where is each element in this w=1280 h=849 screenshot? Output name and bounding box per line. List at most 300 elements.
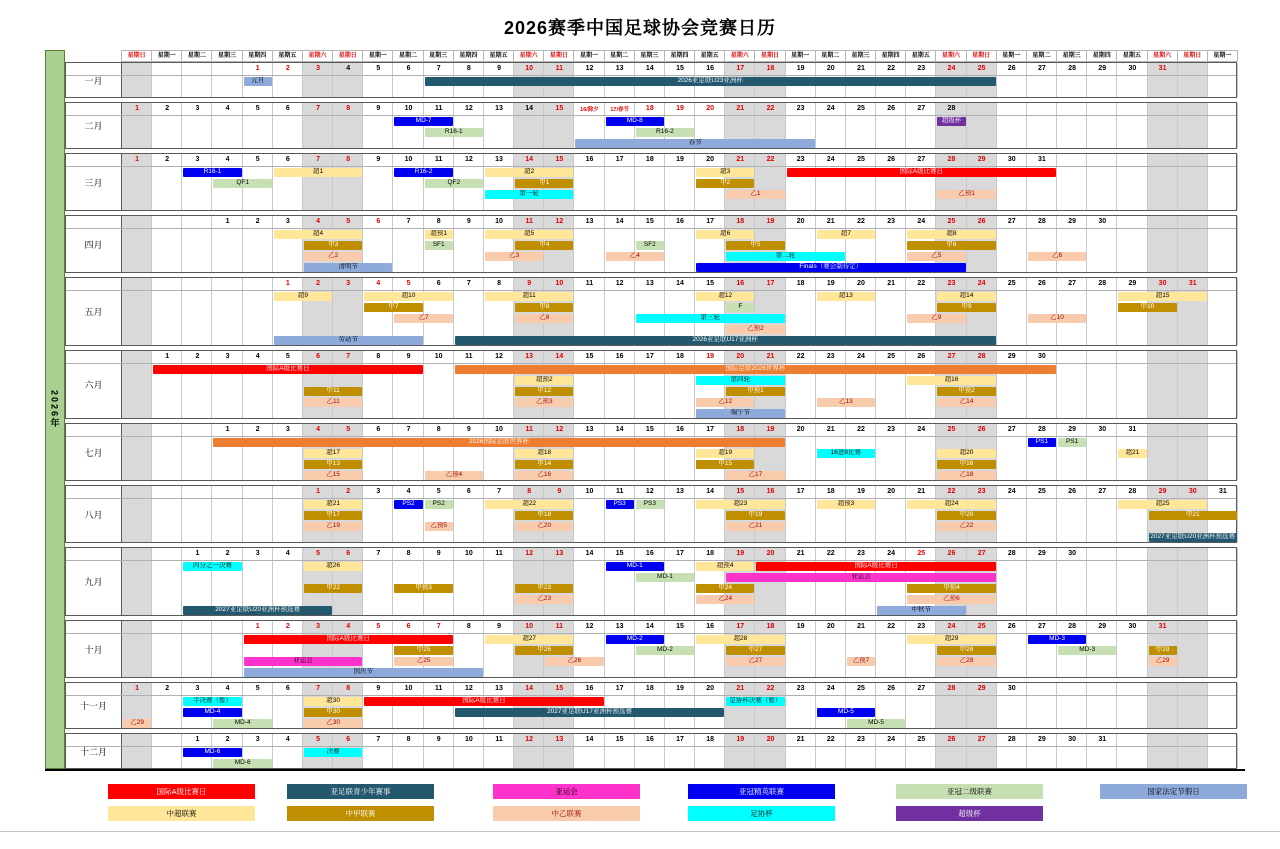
day-column[interactable] bbox=[1057, 154, 1087, 210]
day-number[interactable]: 25 bbox=[887, 353, 896, 360]
event-bar[interactable]: 乙2 bbox=[304, 252, 362, 261]
event-bar[interactable]: 乙预2 bbox=[726, 325, 784, 334]
day-number[interactable]: 8 bbox=[466, 65, 471, 72]
day-number[interactable]: 7 bbox=[497, 488, 501, 495]
event-bar[interactable]: 乙11 bbox=[304, 398, 362, 407]
day-number[interactable]: 23 bbox=[917, 623, 926, 630]
day-number[interactable]: 18 bbox=[766, 623, 775, 630]
day-number[interactable]: 29 bbox=[1038, 550, 1046, 557]
event-bar[interactable]: 超预1 bbox=[425, 230, 453, 239]
day-number[interactable]: 6 bbox=[285, 105, 290, 112]
day-number[interactable]: 15 bbox=[555, 105, 564, 112]
day-number[interactable]: 6 bbox=[285, 685, 290, 692]
day-number[interactable]: 30 bbox=[1007, 156, 1016, 163]
day-number[interactable]: 22 bbox=[766, 685, 775, 692]
event-bar[interactable]: 甲29 bbox=[1149, 646, 1177, 655]
day-number[interactable]: 25 bbox=[1038, 488, 1046, 495]
day-number[interactable]: 10 bbox=[525, 65, 534, 72]
day-column[interactable] bbox=[1178, 548, 1208, 615]
event-bar[interactable]: 乙16 bbox=[515, 471, 573, 480]
day-number[interactable]: 27 bbox=[977, 736, 986, 743]
day-number[interactable]: 19 bbox=[736, 736, 745, 743]
event-bar[interactable]: 第三轮 bbox=[636, 314, 785, 323]
day-number[interactable]: 18 bbox=[706, 550, 715, 557]
day-number[interactable]: 27 bbox=[1038, 623, 1046, 630]
day-number[interactable]: 9 bbox=[497, 623, 501, 630]
day-number[interactable]: 22 bbox=[857, 218, 865, 225]
day-number[interactable]: 16 bbox=[706, 65, 715, 72]
day-number[interactable]: 2 bbox=[316, 280, 320, 287]
day-column[interactable] bbox=[122, 734, 152, 768]
day-number[interactable]: 11 bbox=[434, 156, 443, 163]
day-column[interactable] bbox=[1148, 683, 1178, 728]
day-number[interactable]: 2 bbox=[255, 426, 260, 433]
day-number[interactable]: 7 bbox=[376, 550, 381, 557]
day-column[interactable] bbox=[212, 621, 242, 677]
day-number[interactable]: 29 bbox=[1098, 65, 1107, 72]
day-number[interactable]: 10 bbox=[555, 280, 564, 287]
day-number[interactable]: 29 bbox=[1068, 218, 1076, 225]
day-number[interactable]: 17 bbox=[615, 156, 624, 163]
day-number[interactable]: 11 bbox=[585, 280, 594, 287]
day-number[interactable]: 7 bbox=[316, 105, 320, 112]
day-number[interactable]: 7 bbox=[436, 65, 441, 72]
day-number[interactable]: 8 bbox=[406, 550, 411, 557]
day-number[interactable]: 26 bbox=[1007, 623, 1016, 630]
day-number[interactable]: 10 bbox=[404, 105, 413, 112]
day-number[interactable]: 6 bbox=[406, 623, 411, 630]
day-number[interactable]: 19 bbox=[857, 488, 865, 495]
day-number[interactable]: 16 bbox=[615, 353, 624, 360]
day-column[interactable] bbox=[1148, 103, 1178, 148]
event-bar[interactable]: 甲13 bbox=[304, 460, 362, 469]
day-number[interactable]: 27 bbox=[1007, 218, 1016, 225]
event-bar[interactable]: 乙24 bbox=[696, 595, 754, 604]
day-number[interactable]: 4 bbox=[225, 685, 230, 692]
day-number[interactable]: 11 bbox=[615, 488, 624, 495]
event-bar[interactable]: MD-4 bbox=[183, 708, 241, 717]
day-number[interactable]: 2 bbox=[346, 488, 351, 495]
day-number[interactable]: 4 bbox=[285, 550, 290, 557]
day-number[interactable]: 8 bbox=[497, 280, 501, 287]
day-column[interactable] bbox=[1208, 621, 1238, 677]
event-bar[interactable]: 2027亚足联U20亚洲杯预选赛 bbox=[1150, 532, 1236, 540]
day-column[interactable] bbox=[1178, 63, 1208, 97]
event-bar[interactable]: 超18 bbox=[515, 449, 573, 458]
day-number[interactable]: 3 bbox=[316, 65, 320, 72]
day-number[interactable]: 13 bbox=[676, 488, 684, 495]
day-number[interactable]: 24 bbox=[917, 426, 926, 433]
day-number[interactable]: 13 bbox=[525, 353, 534, 360]
day-column[interactable] bbox=[1117, 216, 1147, 272]
event-bar[interactable]: 甲11 bbox=[304, 387, 362, 396]
day-number[interactable]: 12 bbox=[585, 65, 594, 72]
day-number[interactable]: 28 bbox=[947, 156, 956, 163]
day-number[interactable]: 17 bbox=[676, 736, 684, 743]
day-number[interactable]: 10 bbox=[495, 426, 503, 433]
day-number[interactable]: 26 bbox=[887, 156, 896, 163]
event-bar[interactable]: 超26 bbox=[304, 562, 362, 571]
day-number[interactable]: 31 bbox=[1219, 488, 1227, 495]
day-number[interactable]: 8 bbox=[346, 685, 351, 692]
day-number[interactable]: 28 bbox=[1068, 65, 1076, 72]
day-number[interactable]: 29 bbox=[1128, 280, 1137, 287]
day-number[interactable]: 23 bbox=[917, 65, 926, 72]
day-number[interactable]: 19 bbox=[766, 218, 775, 225]
event-bar[interactable]: MD-1 bbox=[636, 573, 694, 582]
day-number[interactable]: 2 bbox=[165, 105, 170, 112]
event-bar[interactable]: 超2 bbox=[485, 168, 573, 177]
event-bar[interactable]: PS3 bbox=[606, 500, 634, 509]
day-number[interactable]: 5 bbox=[255, 685, 260, 692]
event-bar[interactable]: 甲20 bbox=[937, 511, 995, 520]
event-bar[interactable]: 国际足联2026世界杯 bbox=[455, 365, 1056, 374]
day-number[interactable]: 6 bbox=[346, 736, 351, 743]
event-bar[interactable]: 乙预3 bbox=[515, 398, 573, 407]
day-number[interactable]: 30 bbox=[1128, 623, 1137, 630]
event-bar[interactable]: 甲24 bbox=[696, 584, 754, 593]
event-bar[interactable]: 2026国际足联世界杯 bbox=[213, 438, 784, 447]
day-column[interactable] bbox=[1117, 351, 1147, 418]
day-number[interactable]: 23 bbox=[826, 353, 835, 360]
day-number[interactable]: 26 bbox=[947, 550, 956, 557]
day-number[interactable]: 23 bbox=[857, 736, 865, 743]
day-number[interactable]: 14 bbox=[555, 353, 564, 360]
day-number[interactable]: 12 bbox=[495, 353, 503, 360]
day-column[interactable] bbox=[1178, 621, 1208, 677]
event-bar[interactable]: 甲10 bbox=[1118, 303, 1176, 312]
day-number[interactable]: 6 bbox=[376, 218, 381, 225]
day-number[interactable]: 8 bbox=[346, 156, 351, 163]
event-bar[interactable]: 足协杯决赛（暂） bbox=[726, 697, 784, 706]
day-number[interactable]: 7 bbox=[346, 353, 351, 360]
day-number[interactable]: 5 bbox=[316, 736, 320, 743]
day-number[interactable]: 14 bbox=[525, 685, 534, 692]
day-number[interactable]: 17 bbox=[706, 426, 715, 433]
day-number[interactable]: 6 bbox=[436, 280, 441, 287]
day-number[interactable]: 28 bbox=[947, 105, 956, 112]
event-bar[interactable]: 超20 bbox=[937, 449, 995, 458]
day-number[interactable]: 27 bbox=[1038, 65, 1046, 72]
day-number[interactable]: 22 bbox=[887, 65, 896, 72]
day-column[interactable] bbox=[182, 278, 212, 345]
event-bar[interactable]: 乙6 bbox=[1028, 252, 1086, 261]
day-column[interactable] bbox=[182, 424, 212, 480]
day-number[interactable]: 30 bbox=[1158, 280, 1167, 287]
event-bar[interactable]: 乙5 bbox=[907, 252, 965, 261]
event-bar[interactable]: 乙17 bbox=[726, 471, 784, 480]
day-number[interactable]: 11 bbox=[525, 218, 533, 225]
day-column[interactable] bbox=[1027, 683, 1057, 728]
day-number[interactable]: 4 bbox=[285, 736, 290, 743]
event-bar[interactable]: 乙8 bbox=[515, 314, 573, 323]
day-number[interactable]: 29 bbox=[977, 156, 986, 163]
day-number[interactable]: 4 bbox=[346, 623, 351, 630]
day-column[interactable] bbox=[243, 486, 273, 542]
day-column[interactable] bbox=[1057, 103, 1087, 148]
day-number[interactable]: 7 bbox=[406, 218, 411, 225]
day-number[interactable]: 6 bbox=[376, 426, 381, 433]
event-bar[interactable]: 甲7 bbox=[364, 303, 422, 312]
event-bar[interactable]: 2026亚足联U17亚洲杯 bbox=[455, 336, 996, 345]
day-number[interactable]: 4 bbox=[225, 156, 230, 163]
day-number[interactable]: 19 bbox=[826, 280, 835, 287]
day-number[interactable]: 28 bbox=[1007, 736, 1016, 743]
event-bar[interactable]: 超8 bbox=[907, 230, 995, 239]
day-column[interactable] bbox=[1117, 683, 1147, 728]
day-number[interactable]: 24 bbox=[947, 65, 956, 72]
day-number[interactable]: 4 bbox=[225, 105, 230, 112]
day-column[interactable] bbox=[1178, 734, 1208, 768]
day-number[interactable]: 25 bbox=[977, 623, 986, 630]
event-bar[interactable]: MD-5 bbox=[817, 708, 875, 717]
event-bar[interactable]: 甲19 bbox=[726, 511, 784, 520]
day-number[interactable]: 20 bbox=[796, 218, 805, 225]
day-number[interactable]: 22 bbox=[766, 156, 775, 163]
event-bar[interactable]: PS1 bbox=[1058, 438, 1086, 447]
day-number[interactable]: 12 bbox=[585, 623, 594, 630]
day-number[interactable]: 18 bbox=[645, 105, 654, 112]
event-bar[interactable]: 甲15 bbox=[696, 460, 754, 469]
event-bar[interactable]: 甲预2 bbox=[937, 387, 995, 396]
event-bar[interactable]: 国际A级比赛日 bbox=[153, 365, 422, 374]
event-bar[interactable]: SF2 bbox=[636, 241, 664, 250]
day-number[interactable]: 31 bbox=[1098, 736, 1107, 743]
day-column[interactable] bbox=[122, 486, 152, 542]
day-number[interactable]: 16 bbox=[676, 218, 684, 225]
day-number[interactable]: 31 bbox=[1038, 156, 1046, 163]
day-number[interactable]: 29 bbox=[977, 685, 986, 692]
event-bar[interactable]: 清明节 bbox=[304, 263, 392, 272]
day-number[interactable]: 14 bbox=[585, 736, 594, 743]
day-number[interactable]: 22 bbox=[766, 105, 775, 112]
day-number[interactable]: 16 bbox=[736, 280, 745, 287]
day-number[interactable]: 17 bbox=[736, 65, 745, 72]
day-column[interactable] bbox=[212, 278, 242, 345]
day-column[interactable] bbox=[122, 278, 152, 345]
day-column[interactable] bbox=[1087, 154, 1117, 210]
event-bar[interactable]: 乙4 bbox=[606, 252, 664, 261]
day-number[interactable]: 10 bbox=[434, 353, 443, 360]
day-number[interactable]: 29 bbox=[1158, 488, 1167, 495]
day-number[interactable]: 15 bbox=[615, 550, 624, 557]
event-bar[interactable]: 超21 bbox=[304, 500, 362, 509]
day-number[interactable]: 25 bbox=[947, 426, 956, 433]
event-bar[interactable]: MD-6 bbox=[183, 748, 241, 757]
day-number[interactable]: 1 bbox=[135, 685, 140, 692]
day-number[interactable]: 1 bbox=[225, 218, 230, 225]
day-column[interactable] bbox=[1208, 103, 1238, 148]
day-number[interactable]: 24 bbox=[917, 218, 926, 225]
day-column[interactable] bbox=[1117, 103, 1147, 148]
event-bar[interactable]: 乙13 bbox=[817, 398, 875, 407]
event-bar[interactable]: 乙19 bbox=[304, 522, 362, 531]
day-number[interactable]: 24 bbox=[887, 736, 896, 743]
event-bar[interactable]: 乙29 bbox=[123, 719, 151, 728]
day-number[interactable]: 30 bbox=[1068, 550, 1076, 557]
day-column[interactable] bbox=[1208, 734, 1238, 768]
event-bar[interactable]: 甲30 bbox=[304, 708, 362, 717]
day-number[interactable]: 27 bbox=[1007, 426, 1016, 433]
event-bar[interactable]: 超25 bbox=[1118, 500, 1206, 509]
day-column[interactable] bbox=[122, 621, 152, 677]
day-number[interactable]: 5 bbox=[346, 218, 351, 225]
day-number[interactable]: 24 bbox=[947, 623, 956, 630]
day-number[interactable]: 10 bbox=[495, 218, 503, 225]
day-number[interactable]: 2 bbox=[285, 623, 290, 630]
day-number[interactable]: 26 bbox=[887, 685, 896, 692]
day-number[interactable]: 16 bbox=[645, 550, 654, 557]
event-bar[interactable]: MD-2 bbox=[606, 635, 664, 644]
day-number[interactable]: 16/除夕 bbox=[580, 107, 599, 113]
event-bar[interactable]: 甲3 bbox=[304, 241, 362, 250]
day-column[interactable] bbox=[997, 103, 1027, 148]
day-number[interactable]: 26 bbox=[947, 736, 956, 743]
day-number[interactable]: 12 bbox=[615, 280, 624, 287]
day-number[interactable]: 23 bbox=[947, 280, 956, 287]
day-column[interactable] bbox=[1208, 548, 1238, 615]
day-number[interactable]: 13 bbox=[585, 426, 594, 433]
event-bar[interactable]: SF1 bbox=[425, 241, 453, 250]
day-number[interactable]: 4 bbox=[376, 280, 381, 287]
day-number[interactable]: 31 bbox=[1158, 65, 1167, 72]
day-number[interactable]: 5 bbox=[316, 550, 320, 557]
day-number[interactable]: 28 bbox=[1038, 218, 1046, 225]
event-bar[interactable]: 甲25 bbox=[394, 646, 452, 655]
day-number[interactable]: 2 bbox=[165, 685, 170, 692]
day-column[interactable] bbox=[1087, 683, 1117, 728]
day-number[interactable]: 11 bbox=[434, 685, 443, 692]
day-number[interactable]: 18 bbox=[736, 426, 745, 433]
day-number[interactable]: 17 bbox=[796, 488, 805, 495]
day-number[interactable]: 18 bbox=[796, 280, 805, 287]
event-bar[interactable]: 国际A级比赛日 bbox=[787, 168, 1056, 177]
event-bar[interactable]: 第二轮 bbox=[726, 252, 845, 261]
day-number[interactable]: 9 bbox=[497, 65, 501, 72]
day-column[interactable] bbox=[1148, 424, 1178, 480]
day-number[interactable]: 25 bbox=[1007, 280, 1016, 287]
day-number[interactable]: 27 bbox=[947, 353, 956, 360]
day-number[interactable]: 27 bbox=[1068, 280, 1076, 287]
event-bar[interactable]: 超预3 bbox=[817, 500, 875, 509]
day-number[interactable]: 6 bbox=[406, 65, 411, 72]
day-number[interactable]: 1 bbox=[316, 488, 320, 495]
day-number[interactable]: 24 bbox=[1007, 488, 1016, 495]
event-bar[interactable]: 国际A级比赛日 bbox=[364, 697, 603, 706]
event-bar[interactable]: QF1 bbox=[213, 179, 271, 188]
day-number[interactable]: 18 bbox=[766, 65, 775, 72]
day-number[interactable]: 22 bbox=[826, 736, 835, 743]
day-number[interactable]: 24 bbox=[826, 156, 835, 163]
event-bar[interactable]: 甲12 bbox=[515, 387, 573, 396]
event-bar[interactable]: 超5 bbox=[485, 230, 573, 239]
event-bar[interactable]: 第四轮 bbox=[696, 376, 784, 385]
event-bar[interactable]: MD-3 bbox=[1058, 646, 1116, 655]
day-number[interactable]: 21 bbox=[917, 488, 926, 495]
day-number[interactable]: 21 bbox=[736, 156, 745, 163]
day-number[interactable]: 30 bbox=[1038, 353, 1046, 360]
day-column[interactable] bbox=[1178, 683, 1208, 728]
day-number[interactable]: 18 bbox=[645, 685, 654, 692]
day-column[interactable] bbox=[1208, 351, 1238, 418]
day-number[interactable]: 14 bbox=[615, 426, 624, 433]
event-bar[interactable]: 甲26 bbox=[515, 646, 573, 655]
event-bar[interactable]: 乙26 bbox=[545, 657, 603, 666]
day-number[interactable]: 15 bbox=[585, 353, 594, 360]
day-number[interactable]: 3 bbox=[316, 623, 320, 630]
day-column[interactable] bbox=[1178, 424, 1208, 480]
day-number[interactable]: 1 bbox=[195, 736, 200, 743]
day-number[interactable]: 11 bbox=[525, 426, 533, 433]
day-column[interactable] bbox=[122, 424, 152, 480]
event-bar[interactable]: 乙9 bbox=[907, 314, 965, 323]
day-number[interactable]: 3 bbox=[195, 156, 200, 163]
event-bar[interactable]: MD-1 bbox=[606, 562, 664, 571]
event-bar[interactable]: 超22 bbox=[485, 500, 573, 509]
day-number[interactable]: 18 bbox=[706, 736, 715, 743]
day-number[interactable]: 14 bbox=[585, 550, 594, 557]
day-number[interactable]: 15 bbox=[645, 218, 654, 225]
day-number[interactable]: 8 bbox=[406, 736, 411, 743]
day-number[interactable]: 3 bbox=[195, 685, 200, 692]
day-number[interactable]: 2 bbox=[225, 736, 230, 743]
event-bar[interactable]: 甲27 bbox=[726, 646, 784, 655]
day-number[interactable]: 9 bbox=[376, 105, 381, 112]
day-number[interactable]: 20 bbox=[766, 736, 775, 743]
day-number[interactable]: 24 bbox=[977, 280, 986, 287]
event-bar[interactable]: 劳动节 bbox=[274, 336, 423, 345]
day-number[interactable]: 20 bbox=[706, 685, 715, 692]
day-number[interactable]: 23 bbox=[887, 426, 896, 433]
event-bar[interactable]: 乙23 bbox=[515, 595, 573, 604]
event-bar[interactable]: 甲预1 bbox=[726, 387, 784, 396]
day-column[interactable] bbox=[122, 351, 152, 418]
day-number[interactable]: 7 bbox=[316, 685, 320, 692]
day-number[interactable]: 20 bbox=[887, 488, 896, 495]
day-number[interactable]: 20 bbox=[826, 623, 835, 630]
event-bar[interactable]: 乙21 bbox=[726, 522, 784, 531]
day-number[interactable]: 18 bbox=[676, 353, 684, 360]
day-number[interactable]: 5 bbox=[285, 353, 290, 360]
day-number[interactable]: 13 bbox=[495, 156, 503, 163]
day-number[interactable]: 23 bbox=[977, 488, 986, 495]
event-bar[interactable]: 乙预5 bbox=[425, 522, 453, 531]
event-bar[interactable]: 乙25 bbox=[394, 657, 452, 666]
day-number[interactable]: 8 bbox=[346, 105, 351, 112]
event-bar[interactable]: 甲4 bbox=[515, 241, 573, 250]
day-number[interactable]: 19 bbox=[676, 105, 684, 112]
day-number[interactable]: 10 bbox=[525, 623, 534, 630]
day-number[interactable]: 10 bbox=[464, 736, 473, 743]
day-column[interactable] bbox=[1087, 351, 1117, 418]
day-number[interactable]: 27 bbox=[1098, 488, 1107, 495]
day-number[interactable]: 30 bbox=[1128, 65, 1137, 72]
day-number[interactable]: 11 bbox=[555, 65, 564, 72]
day-number[interactable]: 21 bbox=[887, 280, 896, 287]
day-number[interactable]: 9 bbox=[436, 736, 441, 743]
event-bar[interactable]: 乙18 bbox=[937, 471, 995, 480]
event-bar[interactable]: R16-1 bbox=[183, 168, 241, 177]
day-number[interactable]: 11 bbox=[465, 353, 473, 360]
day-number[interactable]: 22 bbox=[887, 623, 896, 630]
event-bar[interactable]: 国际A级比赛日 bbox=[756, 562, 995, 571]
day-number[interactable]: 12 bbox=[464, 156, 473, 163]
event-bar[interactable]: 甲23 bbox=[515, 584, 573, 593]
event-bar[interactable]: 乙预7 bbox=[847, 657, 875, 666]
day-column[interactable] bbox=[152, 278, 182, 345]
event-bar[interactable]: 端午节 bbox=[696, 409, 784, 418]
day-number[interactable]: 25 bbox=[917, 550, 926, 557]
